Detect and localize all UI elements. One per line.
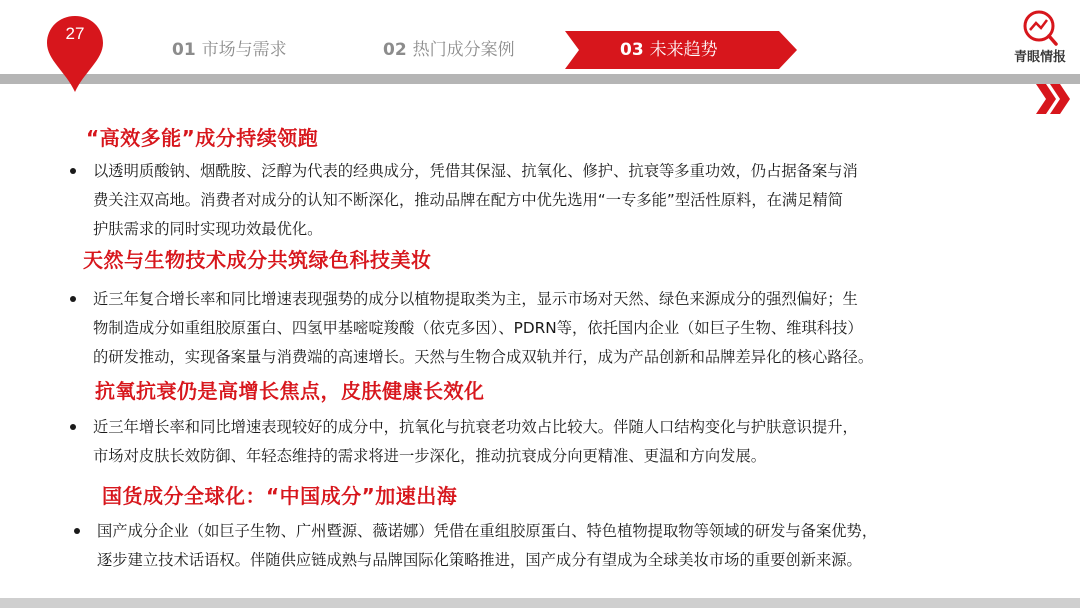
section-heading-1: “高效多能”成分持续领跑 — [86, 126, 319, 150]
section-tabs — [0, 30, 1000, 70]
bullet-dot — [70, 168, 76, 174]
double-chevron-icon — [1034, 82, 1074, 116]
paragraph-line: 的研发推动，实现备案量与消费端的高速增长。天然与生物合成双轨并行，成为产品创新和品牌差异化的核心路径。 — [93, 348, 874, 366]
bullet-dot — [74, 528, 80, 534]
paragraph-line: 费关注双高地。消费者对成分的认知不断深化，推动品牌在配方中优先选用“一专多能”型活性原料，在满足精简 — [93, 191, 844, 209]
header-divider — [0, 74, 1080, 84]
paragraph-line: 逐步建立技术话语权。伴随供应链成熟与品牌国际化策略推进，国产成分有望成为全球美妆市场的重要创新来源。 — [97, 551, 862, 569]
logo-text: 青眼情报 — [1013, 50, 1066, 65]
tab-number: 01 — [172, 40, 196, 60]
tab-number: 02 — [383, 40, 407, 60]
bullet-dot — [70, 424, 76, 430]
bullet-dot — [70, 296, 76, 302]
magnifier-logo-icon — [1006, 6, 1072, 76]
section-paragraph-2 — [93, 285, 1043, 372]
footer-divider — [0, 598, 1080, 608]
tab-number: 03 — [620, 40, 644, 60]
section-heading-4: 国货成分全球化：“中国成分”加速出海 — [102, 484, 458, 508]
section-heading-2: 天然与生物技术成分共筑绿色科技美妆 — [83, 248, 432, 272]
section-paragraph-1 — [93, 157, 1033, 244]
paragraph-line: 市场对皮肤长效防御、年轻态维持的需求将进一步深化，推动抗衰成分向更精准、更温和方向发展。 — [93, 447, 767, 465]
tab-market-demand[interactable] — [172, 30, 287, 70]
paragraph-line: 国产成分企业（如巨子生物、广州暨源、薇诺娜）凭借在重组胶原蛋白、特色植物提取物等领域的研发与备案优势， — [97, 522, 878, 540]
tab-label: 热门成分案例 — [412, 40, 515, 60]
paragraph-line: 物制造成分如重组胶原蛋白、四氢甲基嘧啶羧酸（依克多因）、PDRN等，依托国内企业（如巨子生物、维琪科技） — [93, 319, 863, 337]
section-paragraph-3 — [93, 413, 1033, 471]
paragraph-line: 近三年增长率和同比增速表现较好的成分中，抗氧化与抗衰老功效占比较大。伴随人口结构变化与护肤意识提升， — [93, 418, 858, 436]
paragraph-line: 护肤需求的同时实现功效最优化。 — [93, 220, 323, 238]
section-paragraph-4 — [97, 517, 1037, 575]
paragraph-line: 近三年复合增长率和同比增速表现强势的成分以植物提取类为主，显示市场对天然、绿色来源成分的强烈偏好；生 — [93, 290, 858, 308]
section-heading-3: 抗氧抗衰仍是高增长焦点，皮肤健康长效化 — [95, 379, 485, 403]
tab-label: 未来趋势 — [649, 40, 718, 60]
paragraph-line: 以透明质酸钠、烟酰胺、泛醇为代表的经典成分，凭借其保湿、抗氧化、修护、抗衰等多重功效，仍占据备案与消 — [93, 162, 858, 180]
tab-label: 市场与需求 — [201, 40, 287, 60]
page-number: 27 — [65, 24, 85, 43]
tab-hot-ingredient-cases[interactable] — [383, 30, 515, 70]
tab-future-trends[interactable] — [620, 30, 718, 70]
